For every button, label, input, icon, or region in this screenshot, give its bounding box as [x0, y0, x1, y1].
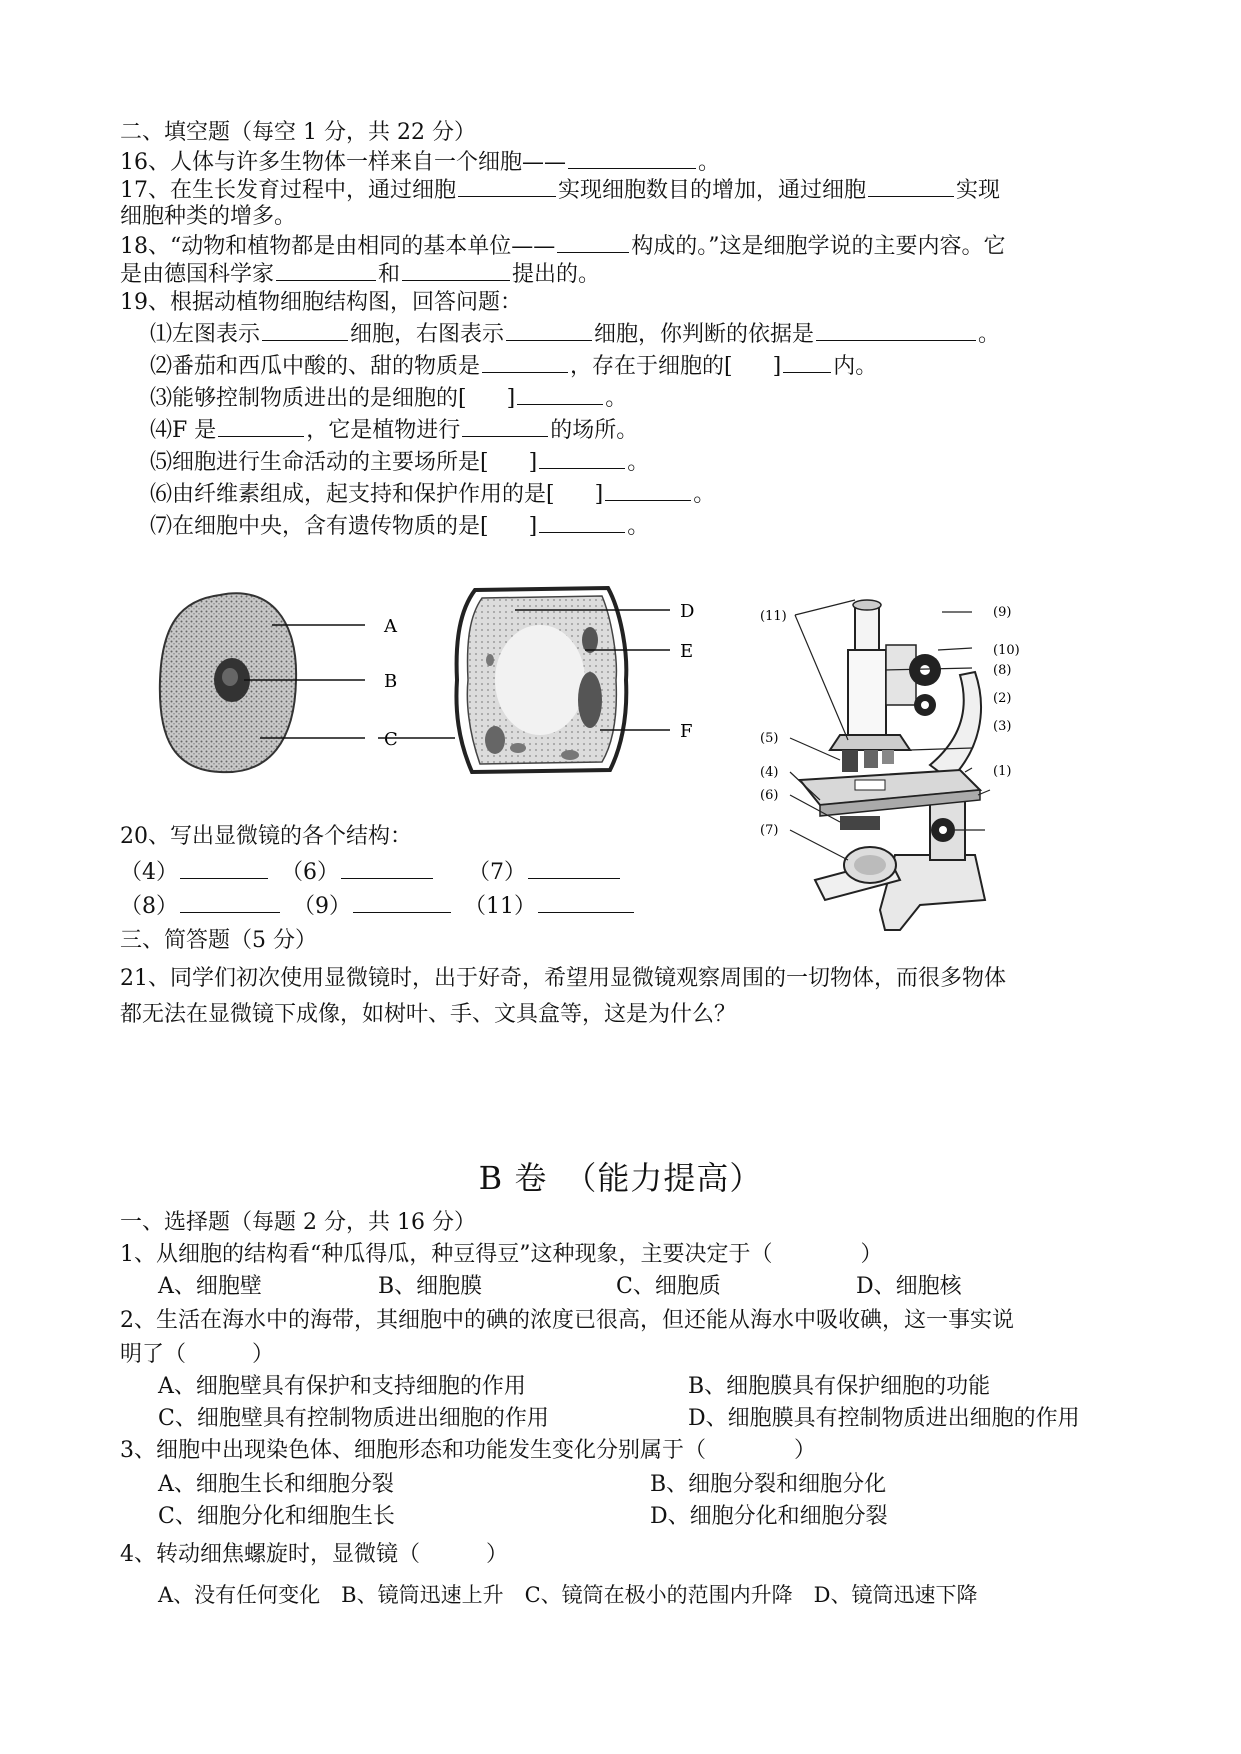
q19-s4-a: ⑷F 是: [150, 418, 217, 443]
b-q1-option-d[interactable]: D、细胞核: [856, 1274, 962, 1299]
q19-s3-b: ]: [506, 386, 516, 411]
q20-blank-4[interactable]: [180, 856, 268, 879]
q18-part1: 18、“动物和植物都是由相同的基本单位——: [120, 234, 556, 259]
q20-blank-8[interactable]: [180, 890, 280, 913]
q19-sub3: [150, 382, 627, 414]
b-q1-option-b[interactable]: B、细胞膜: [378, 1274, 483, 1299]
section-heading-short: 三、简答题（5 分）: [120, 928, 317, 953]
scope-label-6: (6): [760, 788, 779, 803]
q18-blank-3[interactable]: [402, 258, 510, 281]
q20-label-7: （7）: [479, 860, 527, 885]
q19-s6-a: ⑹由纤维素组成，起支持和保护作用的是[: [150, 482, 555, 507]
b-q2-option-c[interactable]: C、细胞壁具有控制物质进出细胞的作用: [158, 1406, 549, 1431]
q20-label-9: （9）: [304, 894, 352, 919]
q19-s3-c: 。: [605, 386, 628, 411]
b-q3-option-b[interactable]: B、细胞分裂和细胞分化: [650, 1472, 887, 1497]
label-f: F: [680, 721, 693, 742]
q20-label-4: （4）: [120, 860, 178, 885]
q19-s3-a: ⑶能够控制物质进出的是细胞的[: [150, 386, 467, 411]
q20-blank-7[interactable]: [528, 856, 620, 879]
scope-label-10: (10): [993, 643, 1020, 658]
q19-s7-c: 。: [627, 514, 650, 539]
microscope-diagram: [760, 590, 1040, 950]
b-q2-option-a[interactable]: A、细胞壁具有保护和支持细胞的作用: [158, 1374, 526, 1399]
scope-label-11: (11): [760, 609, 787, 624]
scope-label-3: (3): [993, 719, 1012, 734]
q19-sub6: [150, 478, 715, 510]
q19-s1-blank3[interactable]: [816, 318, 976, 341]
scope-label-9: (9): [993, 605, 1012, 620]
q19-s5-a: ⑸细胞进行生命活动的主要场所是[: [150, 450, 489, 475]
q19-s1-blank2[interactable]: [506, 318, 592, 341]
q18-line2: [120, 258, 600, 290]
b-q2-option-b[interactable]: B、细胞膜具有保护细胞的功能: [688, 1374, 991, 1399]
b-q2-option-d[interactable]: D、细胞膜具有控制物质进出细胞的作用: [688, 1406, 1080, 1431]
q19-s5-c: 。: [627, 450, 650, 475]
q19-s4-blank1[interactable]: [218, 414, 304, 437]
q18-blank-1[interactable]: [557, 230, 629, 253]
q19-s6-blank[interactable]: [605, 478, 691, 501]
q17-blank-2[interactable]: [868, 174, 954, 197]
q17-part2: 实现细胞数目的增加，通过细胞: [558, 178, 867, 203]
q16-end: 。: [698, 150, 721, 175]
b-question-2-stem1: 2、生活在海水中的海带，其细胞中的碘的浓度已很高，但还能从海水中吸收碘，这一事实说: [120, 1308, 1015, 1333]
q19-s7-blank[interactable]: [539, 510, 625, 533]
q19-sub2: [150, 350, 877, 382]
scope-label-2: (2): [993, 691, 1012, 706]
q19-s1-a: ⑴左图表示: [150, 322, 261, 347]
q19-s1-b: 细胞，右图表示: [350, 322, 505, 347]
q17-part3: 实现: [956, 178, 1001, 203]
section-heading-fill: 二、填空题（每空 1 分，共 22 分）: [120, 120, 476, 145]
label-e: E: [680, 641, 694, 662]
q20-row1: [120, 856, 622, 888]
q19-s1-blank1[interactable]: [262, 318, 348, 341]
b-question-4-stem: 4、转动细焦螺旋时，显微镜（ ）: [120, 1542, 508, 1567]
section-b-heading: 一、选择题（每题 2 分，共 16 分）: [120, 1210, 476, 1235]
scope-label-1: (1): [993, 764, 1012, 779]
q17-line2: 细胞种类的增多。: [120, 204, 297, 229]
q18-part4: 和: [378, 262, 401, 287]
b-q3-option-c[interactable]: C、细胞分化和细胞生长: [158, 1504, 395, 1529]
label-a: A: [384, 616, 397, 637]
q19-sub5: [150, 446, 649, 478]
q18-part5: 提出的。: [512, 262, 601, 287]
q20-row2: [120, 890, 636, 922]
q19-s5-b: ]: [528, 450, 538, 475]
q19-s2-c: ]: [772, 354, 782, 379]
scope-label-7: (7): [760, 823, 779, 838]
section-b-title: B 卷 （能力提高）: [478, 1159, 763, 1197]
b-q3-option-a[interactable]: A、细胞生长和细胞分裂: [158, 1472, 394, 1497]
label-c: C: [384, 729, 398, 750]
question-19-stem: 19、根据动植物细胞结构图，回答问题：: [120, 290, 522, 315]
q17-blank-1[interactable]: [458, 174, 556, 197]
q19-s1-c: 细胞，你判断的依据是: [594, 322, 815, 347]
q19-s2-blank2[interactable]: [783, 350, 831, 373]
q20-label-11: （11）: [475, 894, 537, 919]
q19-s5-blank[interactable]: [539, 446, 625, 469]
q16-text: 16、人体与许多生物体一样来自一个细胞——: [120, 150, 566, 175]
q19-sub4: [150, 414, 638, 446]
q18-part3: 是由德国科学家: [120, 262, 275, 287]
q19-s2-b: ，存在于细胞的[: [570, 354, 733, 379]
b-question-3-stem: 3、细胞中出现染色体、细胞形态和功能发生变化分别属于（ ）: [120, 1438, 816, 1463]
q20-label-8: （8）: [120, 894, 178, 919]
q19-s4-c: 的场所。: [550, 418, 639, 443]
plant-cell-vacuole: [495, 625, 585, 735]
q16-blank[interactable]: [568, 146, 696, 169]
question-20-stem: 20、写出显微镜的各个结构：: [120, 824, 412, 849]
scope-label-5: (5): [760, 731, 779, 746]
b-q1-option-c[interactable]: C、细胞质: [616, 1274, 721, 1299]
q20-blank-9[interactable]: [353, 890, 451, 913]
q19-s2-blank1[interactable]: [482, 350, 568, 373]
b-question-1-stem: 1、从细胞的结构看“种瓜得瓜，种豆得豆”这种现象，主要决定于（ ）: [120, 1242, 883, 1267]
scope-label-8: (8): [993, 663, 1012, 678]
q19-s6-c: 。: [693, 482, 716, 507]
q19-s7-b: ]: [528, 514, 538, 539]
b-question-2-stem2: 明了（ ）: [120, 1342, 275, 1367]
label-d: D: [680, 601, 695, 622]
q19-sub1: [150, 318, 1000, 350]
b-q1-option-a[interactable]: A、细胞壁: [158, 1274, 262, 1299]
q18-part2: 构成的。”这是细胞学说的主要内容。它: [631, 234, 1006, 259]
q20-blank-11[interactable]: [538, 890, 634, 913]
q19-sub7: [150, 510, 649, 542]
q18-blank-2[interactable]: [276, 258, 376, 281]
question-21-line2: 都无法在显微镜下成像，如树叶、手、文具盒等，这是为什么？: [120, 1002, 737, 1027]
b-q4-options[interactable]: A、没有任何变化 B、镜筒迅速上升 C、镜筒在极小的范围内升降 D、镜筒迅速下降: [158, 1583, 978, 1607]
q20-label-6: （6）: [292, 860, 340, 885]
b-q3-option-d[interactable]: D、细胞分化和细胞分裂: [650, 1504, 888, 1529]
q19-s1-d: 。: [978, 322, 1001, 347]
q20-blank-6[interactable]: [341, 856, 433, 879]
q19-s4-blank2[interactable]: [462, 414, 548, 437]
q19-s7-a: ⑺在细胞中央，含有遗传物质的是[: [150, 514, 489, 539]
q19-s2-d: 内。: [833, 354, 878, 379]
q19-s3-blank[interactable]: [517, 382, 603, 405]
plant-cell-nucleus: [578, 672, 602, 728]
question-21-line1: 21、同学们初次使用显微镜时，出于好奇，希望用显微镜观察周围的一切物体，而很多物体: [120, 966, 1006, 991]
label-b: B: [384, 671, 398, 692]
cell-diagram: [150, 580, 710, 780]
q19-s6-b: ]: [594, 482, 604, 507]
q19-s2-a: ⑵番茄和西瓜中酸的、甜的物质是: [150, 354, 481, 379]
q17-part1: 17、在生长发育过程中，通过细胞: [120, 178, 456, 203]
scope-label-4: (4): [760, 765, 779, 780]
q19-s4-b: ，它是植物进行: [306, 418, 461, 443]
